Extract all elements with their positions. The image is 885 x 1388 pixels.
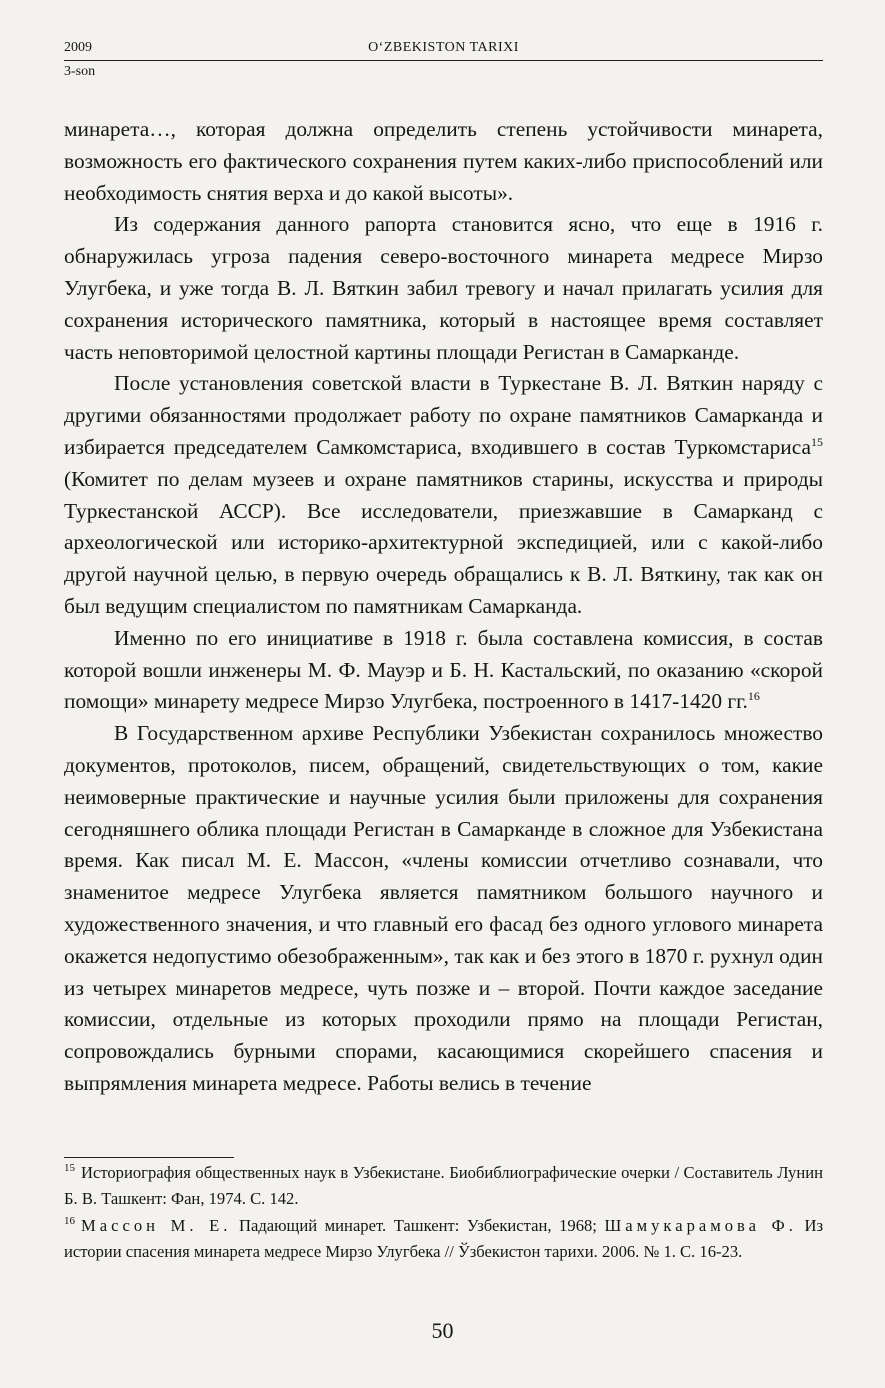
paragraph-5: В Государственном архиве Республики Узбекистан сохранилось множество документов, протоколов, писем, обращений, свидетельствующих о том, какие неимоверные практические и научные усилия были приложены для сохранения сегодняшнего облика площади Регистан в Самарканде в сложное для Узбекистана время. Как писал М. Е. Массон, «члены комиссии отчетливо сознавали, что знаменитое медресе Улугбека является памятником большого научного и художественного значения, и что главный его фасад без одного углового минарета окажется недопустимо обезображенным», так как и без этого в 1870 г. рухнул один из четырех минаретов медресе, чуть позже и – второй. Почти каждое заседание комиссии, отдельные из которых проходили прямо на площади Регистан, сопровождались бурными спорами, касающимися скорейшего спасения и выпрямления минарета медресе. Работы велись в течение [64, 721, 823, 1095]
footnote-ref-16[interactable]: 16 [747, 689, 760, 704]
body-text [64, 114, 823, 1100]
footnote-ref-15[interactable]: 15 [811, 434, 823, 449]
footnote-rule [64, 1157, 234, 1158]
journal-title: O‘ZBEKISTON TARIXI [368, 40, 519, 55]
page-number: 50 [431, 1318, 454, 1343]
paragraph-1: минарета…, которая должна определить степень устойчивости минарета, возможность его фактического сохранения путем каких-либо приспособлений или необходимость снятия верха и до какой высоты». [64, 117, 823, 205]
footnote-16 [64, 1213, 823, 1266]
footnote-text: Падающий минарет. Ташкент: Узбекистан, 1968; [231, 1215, 605, 1235]
paragraph-3-text-before: После установления советской власти в Туркестане В. Л. Вяткин наряду с другими обязанностями продолжает работу по охране памятников Самарканда и избирается председателем Самкомстариса, входившего в состав Туркомстариса [64, 371, 823, 459]
header-issue: 3-son [64, 64, 96, 79]
paragraph-3 [64, 368, 823, 622]
running-header [64, 40, 823, 64]
footnote-number: 15 [64, 1162, 75, 1175]
footnote-text: Историография общественных наук в Узбекистане. Биобиблиографические очерки / Составитель Лунин Б. В. Ташкент: Фан, 1974. С. 142. [64, 1163, 823, 1209]
paragraph-4-text-before: Именно по его инициативе в 1918 г. была составлена комиссия, в состав которой вошли инженеры М. Ф. Мауэр и Б. Н. Кастальский, по оказанию «скорой помощи» минарету медресе Мирзо Улугбека, построенного в 1417-1420 гг. [64, 625, 823, 714]
header-year: 2009 [64, 40, 92, 55]
paragraph-3-text-after: (Комитет по делам музеев и охране памятников старины, искусства и природы Туркестанской АССР). Все исследователи, приезжавшие в Самарканд с археологической или историко-архитектурной экспедицией, или с какой-либо другой научной целью, в первую очередь обращались к В. Л. Вяткину, так как он был ведущим специалистом по памятникам Самарканда. [64, 466, 823, 618]
footnote-author: Массон М. Е. [81, 1215, 232, 1235]
header-rule [64, 60, 823, 61]
footnote-text: Из истории спасения минарета медресе Мирзо Улугбека // Ўзбекистон тарихи. 2006. № 1. С. 16-23. [64, 1215, 824, 1262]
footnote-number: 16 [64, 1215, 75, 1228]
footnotes [64, 1160, 823, 1266]
footnote-15 [64, 1160, 823, 1213]
footnote-author: Шамукарамова Ф. [604, 1215, 797, 1235]
paragraph-4 [64, 623, 823, 718]
paragraph-2: Из содержания данного рапорта становится ясно, что еще в 1916 г. обнаружилась угроза падения северо-восточного минарета медресе Мирзо Улугбека, и уже тогда В. Л. Вяткин забил тревогу и начал прилагать усилия для сохранения исторического памятника, который в настоящее время составляет часть неповторимой целостной картины площади Регистан в Самарканде. [64, 212, 823, 364]
